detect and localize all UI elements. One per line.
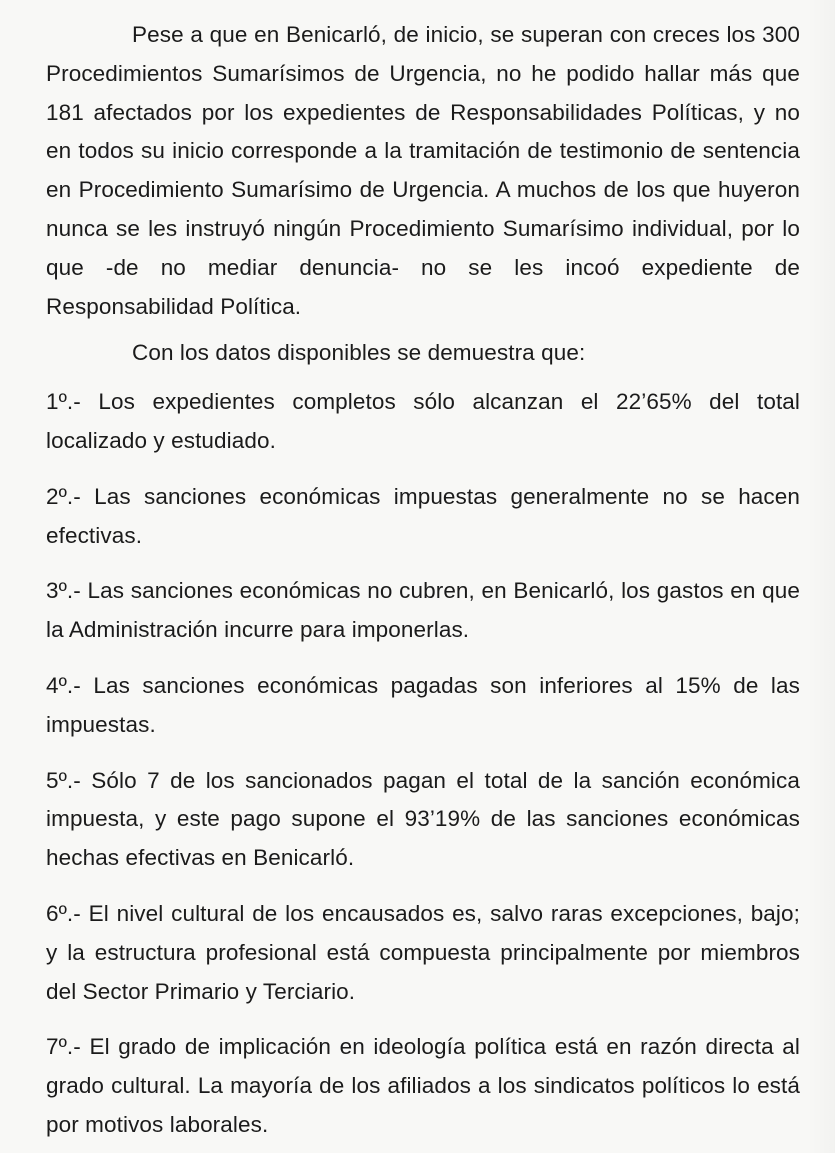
finding-text-7: El grado de implicación en ideología política está en razón directa al grado cultural. La mayoría de los afiliados a los sindicatos políticos lo está por motivos laborales.	[46, 1034, 800, 1137]
finding-text-5: Sólo 7 de los sancionados pagan el total de la sanción económica impuesta, y este pago supone el 93’19% de las sanciones económicas hechas efectivas en Benicarló.	[46, 767, 800, 871]
finding-number-2: 2º.-	[46, 483, 81, 509]
finding-number-5: 5º.-	[46, 767, 81, 793]
finding-number-4: 4º.-	[46, 672, 81, 698]
finding-text-1: Los expedientes completos sólo alcanzan el 22’65% del total localizado y estudiado.	[46, 389, 801, 453]
finding-number-6: 6º.-	[46, 900, 81, 926]
finding-item-3	[46, 572, 800, 650]
finding-item-1	[46, 383, 800, 461]
finding-text-6: El nivel cultural de los encausados es, salvo raras excepciones, bajo; y la estructura profesional está compuesta principalmente por miembros del Sector Primario y Terciario.	[46, 900, 800, 1004]
finding-text-3: Las sanciones económicas no cubren, en Benicarló, los gastos en que la Administración incurre para imponerlas.	[46, 578, 800, 643]
finding-text-4: Las sanciones económicas pagadas son inferiores al 15% de las impuestas.	[46, 672, 800, 737]
lead-in-paragraph: Con los datos disponibles se demuestra que:	[132, 340, 586, 366]
finding-item-2	[46, 478, 800, 556]
finding-item-6	[46, 895, 800, 1011]
finding-number-3: 3º.-	[46, 578, 81, 604]
finding-item-7	[46, 1028, 800, 1144]
intro-paragraph: Pese a que en Benicarló, de inicio, se superan con creces los 300 Procedimientos Sumarísimos de Urgencia, no he podido hallar más que 181 afectados por los expedientes de Responsabilidades Políticas, y no en todos su inicio corresponde a la tramitación de testimonio de sentencia en Procedimiento Sumarísimo de Urgencia. A muchos de los que huyeron nunca se les instruyó ningún Procedimiento Sumarísimo individual, por lo que -de no mediar denuncia- no se les incoó expediente de Responsabilidad Política.	[46, 22, 800, 319]
finding-text-2: Las sanciones económicas impuestas generalmente no se hacen efectivas.	[46, 483, 801, 548]
finding-item-5	[46, 762, 800, 878]
document-body	[46, 16, 800, 1145]
finding-item-4	[46, 667, 800, 745]
finding-number-7: 7º.-	[46, 1034, 81, 1060]
scan-edge-shade	[807, 0, 835, 1153]
finding-number-1: 1º.-	[46, 389, 81, 415]
